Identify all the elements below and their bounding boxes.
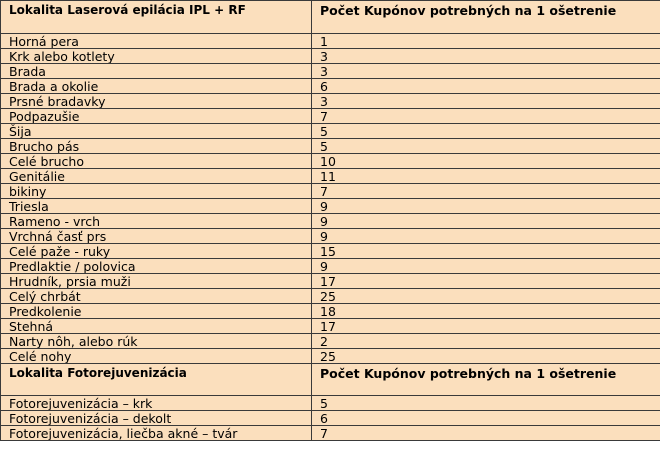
table-row [1, 349, 660, 364]
section2-header-row [1, 364, 660, 396]
area-cell: Rameno - vrch [1, 214, 312, 229]
section2-header-area: Lokalita Fotorejuvenizácia [1, 364, 312, 396]
coupons-cell: 5 [312, 139, 660, 154]
coupons-cell: 7 [312, 426, 660, 441]
table-row [1, 274, 660, 289]
table-row [1, 94, 660, 109]
table-row [1, 229, 660, 244]
coupons-cell: 3 [312, 49, 660, 64]
coupons-cell: 9 [312, 229, 660, 244]
coupons-cell: 9 [312, 259, 660, 274]
area-cell: Fotorejuvenizácia, liečba akné – tvár [1, 426, 312, 441]
coupons-cell: 25 [312, 349, 660, 364]
area-cell: Predlaktie / polovica [1, 259, 312, 274]
coupons-cell: 3 [312, 94, 660, 109]
coupons-cell: 15 [312, 244, 660, 259]
area-cell: Šija [1, 124, 312, 139]
coupons-cell: 11 [312, 169, 660, 184]
coupons-cell: 18 [312, 304, 660, 319]
table-row [1, 184, 660, 199]
table-row [1, 289, 660, 304]
table-row [1, 34, 660, 49]
area-cell: bikiny [1, 184, 312, 199]
table-row [1, 154, 660, 169]
coupons-cell: 9 [312, 199, 660, 214]
area-cell: Fotorejuvenizácia – dekolt [1, 411, 312, 426]
table-row [1, 199, 660, 214]
area-cell: Prsné bradavky [1, 94, 312, 109]
area-cell: Brada a okolie [1, 79, 312, 94]
table-row [1, 319, 660, 334]
table-row [1, 49, 660, 64]
coupons-cell: 5 [312, 124, 660, 139]
coupons-cell: 17 [312, 319, 660, 334]
area-cell: Predkolenie [1, 304, 312, 319]
area-cell: Fotorejuvenizácia – krk [1, 396, 312, 411]
area-cell: Triesla [1, 199, 312, 214]
table-row [1, 109, 660, 124]
coupons-cell: 10 [312, 154, 660, 169]
area-cell: Horná pera [1, 34, 312, 49]
area-cell: Brada [1, 64, 312, 79]
table-row [1, 244, 660, 259]
area-cell: Stehná [1, 319, 312, 334]
coupons-cell: 5 [312, 396, 660, 411]
area-cell: Celé paže - ruky [1, 244, 312, 259]
table-row [1, 304, 660, 319]
area-cell: Genitálie [1, 169, 312, 184]
table-row [1, 64, 660, 79]
table-row [1, 411, 660, 426]
table-row [1, 79, 660, 94]
coupons-cell: 7 [312, 109, 660, 124]
area-cell: Brucho pás [1, 139, 312, 154]
area-cell: Hrudník, prsia muži [1, 274, 312, 289]
table-row [1, 259, 660, 274]
table-row [1, 214, 660, 229]
area-cell: Celé brucho [1, 154, 312, 169]
area-cell: Celý chrbát [1, 289, 312, 304]
area-cell: Podpazušie [1, 109, 312, 124]
area-cell: Vrchná časť prs [1, 229, 312, 244]
table-row [1, 139, 660, 154]
area-cell: Celé nohy [1, 349, 312, 364]
section2-header-coupons: Počet Kupónov potrebných na 1 ošetrenie [312, 364, 660, 396]
coupons-cell: 9 [312, 214, 660, 229]
section1-header-area: Lokalita Laserová epilácia IPL + RF [1, 1, 312, 34]
section1-header-coupons: Počet Kupónov potrebných na 1 ošetrenie [312, 1, 660, 34]
table-row [1, 334, 660, 349]
coupons-cell: 25 [312, 289, 660, 304]
coupons-cell: 6 [312, 79, 660, 94]
area-cell: Krk alebo kotlety [1, 49, 312, 64]
area-cell: Narty nôh, alebo rúk [1, 334, 312, 349]
coupons-cell: 6 [312, 411, 660, 426]
table-row [1, 124, 660, 139]
coupons-cell: 17 [312, 274, 660, 289]
section1-header-row [1, 1, 660, 34]
coupons-cell: 1 [312, 34, 660, 49]
table-row [1, 396, 660, 411]
coupons-cell: 3 [312, 64, 660, 79]
coupons-cell: 7 [312, 184, 660, 199]
table-row [1, 426, 660, 441]
coupons-cell: 2 [312, 334, 660, 349]
table-row [1, 169, 660, 184]
